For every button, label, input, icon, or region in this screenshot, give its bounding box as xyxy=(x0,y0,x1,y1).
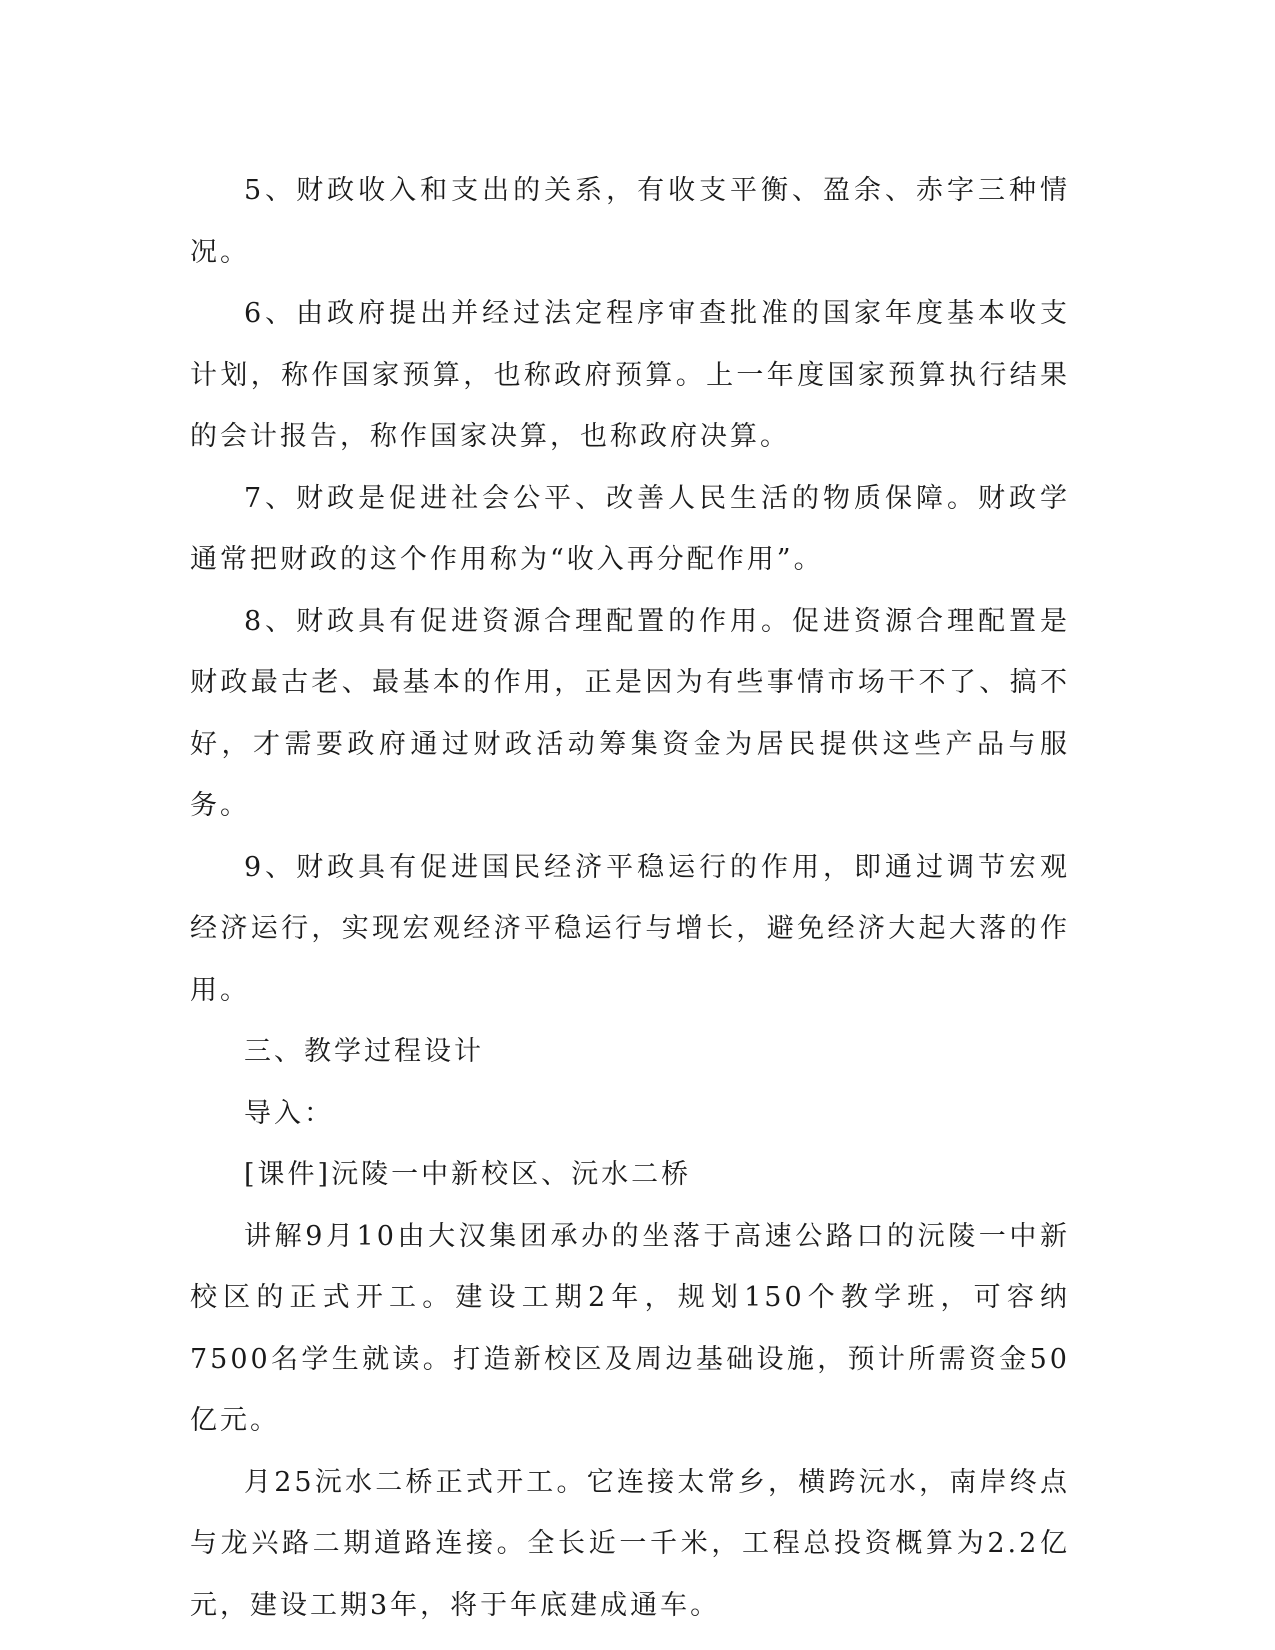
paragraph-item-5: 5、财政收入和支出的关系，有收支平衡、盈余、赤字三种情况。 xyxy=(190,175,1070,268)
courseware-note: [课件]沅陵一中新校区、沅水二桥 xyxy=(244,1159,692,1190)
intro-label: 导入： xyxy=(244,1097,334,1129)
paragraph-item-6: 6、由政府提出并经过法定程序审查批准的国家年度基本收支计划，称作国家预算，也称政府预算。上一年度国家预算执行结果的会计报告，称作国家决算，也称政府决算。 xyxy=(190,298,1070,452)
paragraph-new-campus: 讲解9月10由大汉集团承办的坐落于高速公路口的沅陵一中新校区的正式开工。建设工期2年，规划150个教学班，可容纳7500名学生就读。打造新校区及周边基础设施，预计所需资金50亿元。 xyxy=(190,1220,1070,1436)
paragraph-item-8: 8、财政具有促进资源合理配置的作用。促进资源合理配置是财政最古老、最基本的作用，正是因为有些事情市场干不了、搞不好，才需要政府通过财政活动筹集资金为居民提供这些产品与服务。 xyxy=(190,605,1070,821)
section-heading: 三、教学过程设计 xyxy=(244,1036,484,1067)
paragraph-item-7: 7、财政是促进社会公平、改善人民生活的物质保障。财政学通常把财政的这个作用称为“收入再分配作用”。 xyxy=(190,482,1070,575)
document-body xyxy=(190,160,1070,1636)
paragraph-item-9: 9、财政具有促进国民经济平稳运行的作用，即通过调节宏观经济运行，实现宏观经济平稳运行与增长，避免经济大起大落的作用。 xyxy=(190,851,1070,1006)
paragraph-bridge: 月25沅水二桥正式开工。它连接太常乡，横跨沅水，南岸终点与龙兴路二期道路连接。全长近一千米，工程总投资概算为2.2亿元，建设工期3年，将于年底建成通车。 xyxy=(190,1466,1070,1621)
